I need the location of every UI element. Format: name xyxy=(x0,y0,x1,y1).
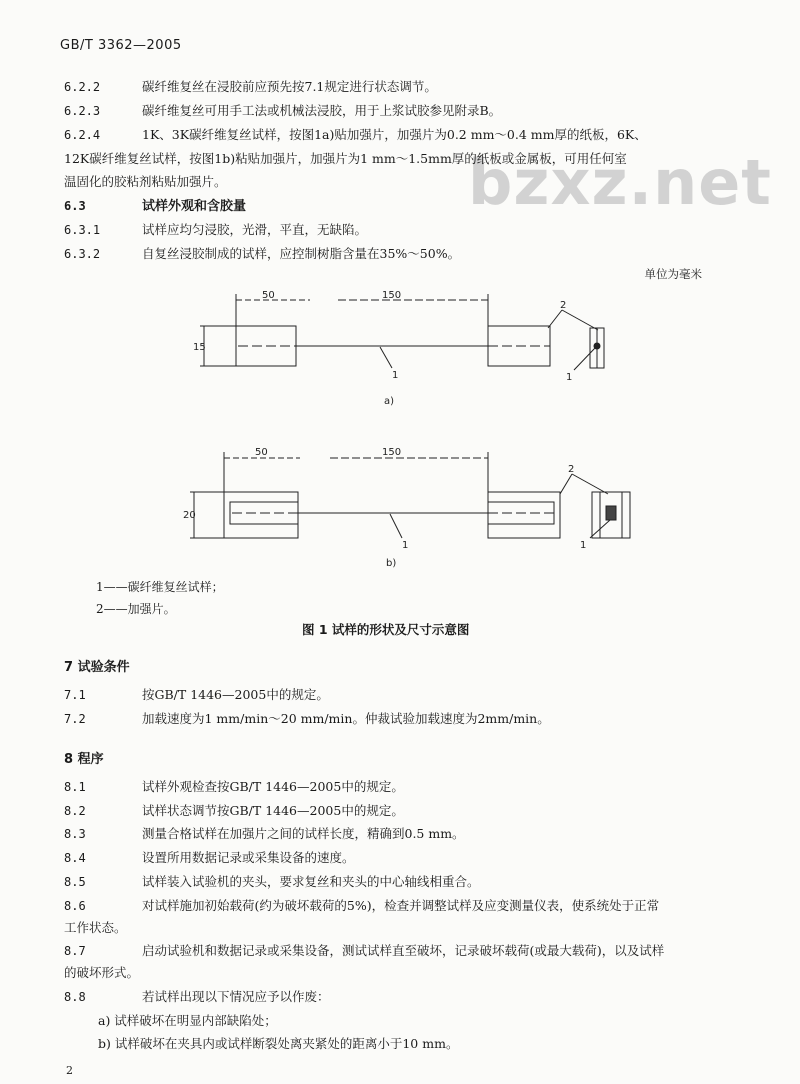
paragraph-6-2-3 xyxy=(64,104,501,118)
clause-text: 碳纤维复丝可用手工法或机械法浸胶，用于上浆试胶参见附录B。 xyxy=(142,103,502,118)
paragraph-6-3-1 xyxy=(64,223,367,237)
clause-text: 自复丝浸胶制成的试样，应控制树脂含量在35%～50%。 xyxy=(142,246,461,261)
dim-center-a: 150 xyxy=(382,290,402,301)
paragraph-8-1 xyxy=(64,780,404,794)
clause-text: 按GB/T 1446—2005中的规定。 xyxy=(142,687,329,702)
dim-left-a: 50 xyxy=(262,290,275,301)
paragraph-6-2-4 xyxy=(64,128,647,142)
clause-number: 7.2 xyxy=(64,712,86,726)
clause-number: 6.2.4 xyxy=(64,128,101,142)
clause-text: 启动试验机和数据记录或采集设备，测试试样直至破坏，记录破坏载荷(或最大载荷)，以及试样 xyxy=(142,943,665,958)
clause-number: 8.4 xyxy=(64,851,86,865)
clause-number: 8.6 xyxy=(64,899,86,913)
label-tab-end-a: 1 xyxy=(566,372,573,383)
figure-b xyxy=(190,452,630,538)
page-number: 2 xyxy=(66,1064,73,1077)
clause-text: 12K碳纤维复丝试样，按图1b)粘贴加强片，加强片为1 mm～1.5mm厚的纸板或金属板，可用任何室 xyxy=(64,151,627,166)
label-fiber-a: 1 xyxy=(392,370,399,381)
figure-caption: 图 1 试样的形状及尺寸示意图 xyxy=(302,622,470,637)
subfigure-b-label: b) xyxy=(386,558,397,569)
list-item-b xyxy=(98,1037,458,1051)
clause-text: 对试样施加初始载荷(约为破坏载荷的5%)，检查并调整试样及应变测量仪表，使系统处于正常 xyxy=(142,898,660,913)
figure-1-diagram xyxy=(0,280,800,580)
paragraph-6-2-2 xyxy=(64,80,437,94)
tab-left-b xyxy=(224,492,298,538)
paragraph-6-2-4-cont2 xyxy=(64,175,227,189)
clause-text: 试样外观和含胶量 xyxy=(142,199,247,214)
clause-number: 8.5 xyxy=(64,875,86,889)
clause-text: 工作状态。 xyxy=(64,920,127,935)
clause-text: 1K、3K碳纤维复丝试样，按图1a)贴加强片，加强片为0.2 mm～0.4 mm厚的纸板，6K、 xyxy=(142,127,647,142)
label-fiber-b: 1 xyxy=(402,540,409,551)
figure-a xyxy=(200,294,604,370)
paragraph-8-7 xyxy=(64,944,664,958)
list-item-a xyxy=(98,1014,277,1028)
paragraph-8-8 xyxy=(64,990,330,1004)
clause-text: 试样装入试验机的夹头，要求复丝和夹头的中心轴线相重合。 xyxy=(142,874,480,889)
legend-item-1: 1——碳纤维复丝试样； xyxy=(96,580,224,594)
section-7-heading: 7 试验条件 xyxy=(64,660,130,675)
clause-text: 若试样出现以下情况应予以作废： xyxy=(142,989,330,1004)
legend-item-2: 2——加强片。 xyxy=(96,602,176,616)
dim-left-b: 50 xyxy=(255,447,268,458)
clause-number: 6.2.2 xyxy=(64,80,101,94)
clause-number: 8.2 xyxy=(64,804,86,818)
clause-text: 试样状态调节按GB/T 1446—2005中的规定。 xyxy=(142,803,404,818)
paragraph-8-5 xyxy=(64,875,480,889)
clause-number: 6.3.2 xyxy=(64,247,101,261)
clause-number: 8.1 xyxy=(64,780,86,794)
clause-text: 测量合格试样在加强片之间的试样长度，精确到0.5 mm。 xyxy=(142,826,465,841)
paragraph-7-2 xyxy=(64,712,550,726)
subfigure-a-label: a) xyxy=(384,396,395,407)
clause-number: 6.2.3 xyxy=(64,104,101,118)
paragraph-8-4 xyxy=(64,851,355,865)
paragraph-6-2-4-cont xyxy=(64,152,627,166)
clause-text: 加载速度为1 mm/min～20 mm/min。仲裁试验加载速度为2mm/min。 xyxy=(142,711,550,726)
section-8-heading: 8 程序 xyxy=(64,752,104,767)
clause-number: 7.1 xyxy=(64,688,86,702)
watermark: bzxz.net xyxy=(468,146,772,219)
clause-number: 6.3.1 xyxy=(64,223,101,237)
clause-number: 8.7 xyxy=(64,944,86,958)
section-6-3-heading xyxy=(64,199,246,214)
dim-height-a: 15 xyxy=(193,342,206,353)
clause-text: 的破坏形式。 xyxy=(64,965,140,980)
clause-number: 8.8 xyxy=(64,990,86,1004)
clause-number: 8.3 xyxy=(64,827,86,841)
standard-header: GB/T 3362—2005 xyxy=(60,38,182,53)
paragraph-6-3-2 xyxy=(64,247,460,261)
dim-center-b: 150 xyxy=(382,447,402,458)
clause-text: 试样应均匀浸胶，光滑，平直，无缺陷。 xyxy=(142,222,368,237)
paragraph-8-3 xyxy=(64,827,465,841)
clause-text: a) 试样破坏在明显内部缺陷处； xyxy=(98,1013,277,1028)
label-tab-b: 2 xyxy=(568,464,575,475)
paragraph-7-1 xyxy=(64,688,329,702)
unit-note: 单位为毫米 xyxy=(644,267,702,281)
clause-text: 温固化的胶粘剂粘贴加强片。 xyxy=(64,174,227,189)
paragraph-8-2 xyxy=(64,804,404,818)
clause-text: b) 试样破坏在夹具内或试样断裂处离夹紧处的距离小于10 mm。 xyxy=(98,1036,459,1051)
paragraph-8-6-cont xyxy=(64,921,127,935)
clause-text: 试样外观检查按GB/T 1446—2005中的规定。 xyxy=(142,779,404,794)
dim-height-b: 20 xyxy=(183,510,196,521)
tab-right-b xyxy=(488,492,560,538)
paragraph-8-6 xyxy=(64,899,659,913)
clause-text: 碳纤维复丝在浸胶前应预先按7.1规定进行状态调节。 xyxy=(142,79,437,94)
label-tab-a: 2 xyxy=(560,300,567,311)
paragraph-8-7-cont xyxy=(64,966,139,980)
label-tab-end-b: 1 xyxy=(580,540,587,551)
clause-number: 6.3 xyxy=(64,199,86,213)
clause-text: 设置所用数据记录或采集设备的速度。 xyxy=(142,850,355,865)
